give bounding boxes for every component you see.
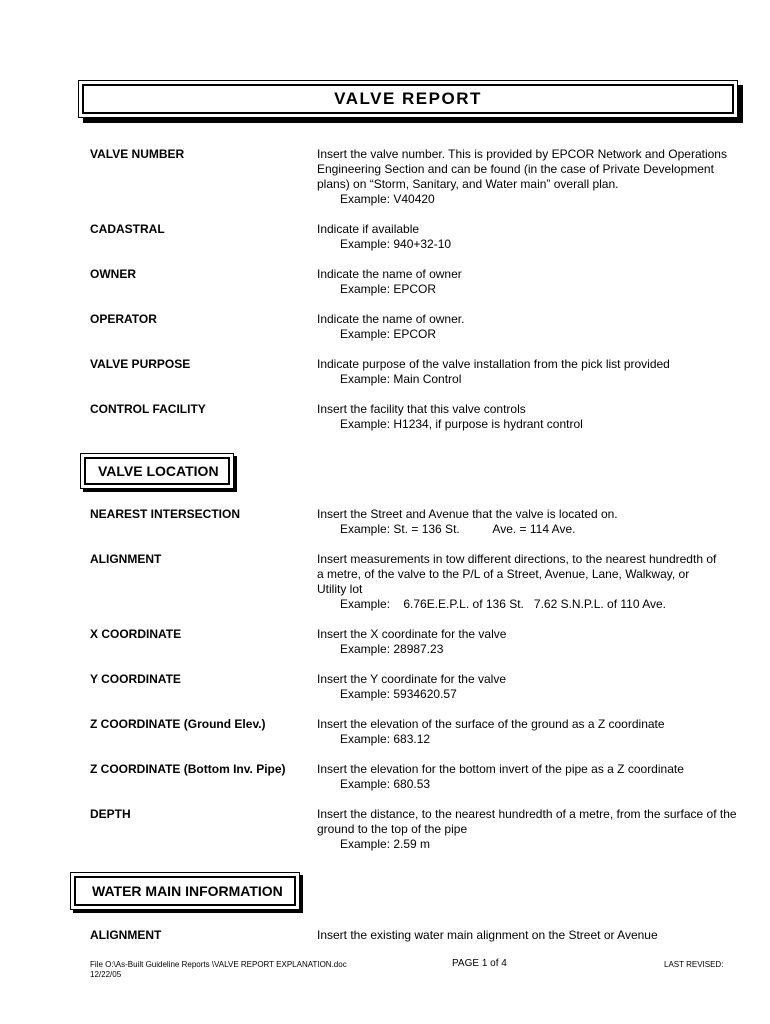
- footer-file-path: File O:\As-Built Guideline Reports \VALVE REPORT EXPLANATION.doc: [90, 960, 347, 969]
- field-example: Example: EPCOR: [340, 327, 437, 341]
- field-label: CADASTRAL: [90, 222, 165, 236]
- field-description: [317, 357, 737, 387]
- field-desc-text: Insert the valve number. This is provided by EPCOR Network and Operations Engineering Section and can be found (in the case of Private Development plans) on “Storm, Sanitary, and Water main” overall plan.: [317, 147, 727, 191]
- footer-file-info: [90, 960, 347, 980]
- field-label: X COORDINATE: [90, 627, 182, 641]
- field-label: Z COORDINATE (Ground Elev.): [90, 717, 266, 731]
- field-desc-text: Insert the elevation for the bottom invert of the pipe as a Z coordinate: [317, 762, 684, 776]
- field-desc-text: Insert the Y coordinate for the valve: [317, 672, 507, 686]
- field-description: [317, 222, 737, 252]
- field-example: Example: Main Control: [340, 372, 462, 386]
- field-desc-text: Insert the X coordinate for the valve: [317, 627, 507, 641]
- field-label: DEPTH: [90, 807, 131, 821]
- field-desc-text: Indicate the name of owner.: [317, 312, 465, 326]
- field-label: ALIGNMENT: [90, 552, 162, 566]
- field-label: OPERATOR: [90, 312, 157, 326]
- field-desc-text: Indicate if available: [317, 222, 420, 236]
- page-title: VALVE REPORT: [334, 89, 482, 108]
- field-example: Example: St. = 136 St. Ave. = 114 Ave.: [340, 522, 576, 536]
- field-description: [317, 147, 737, 207]
- field-description: [317, 807, 737, 852]
- field-example: Example: EPCOR: [340, 282, 437, 296]
- field-example: Example: 6.76E.E.P.L. of 136 St. 7.62 S.N.P.L. of 110 Ave.: [340, 597, 666, 611]
- field-example: Example: 2.59 m: [340, 837, 431, 851]
- field-description: [317, 552, 717, 612]
- field-desc-text: Insert the elevation of the surface of the ground as a Z coordinate: [317, 717, 665, 731]
- section-header-valve-location: [80, 453, 234, 489]
- field-label: CONTROL FACILITY: [90, 402, 206, 416]
- field-desc-text: Indicate purpose of the valve installation from the pick list provided: [317, 357, 670, 371]
- field-description: [317, 267, 737, 297]
- field-example: Example: 5934620.57: [340, 687, 457, 701]
- field-example: Example: 680.53: [340, 777, 431, 791]
- field-example: Example: 683.12: [340, 732, 431, 746]
- field-label: NEAREST INTERSECTION: [90, 507, 241, 521]
- field-description: [317, 928, 737, 943]
- field-label: OWNER: [90, 267, 136, 281]
- field-example: Example: 28987.23: [340, 642, 444, 656]
- field-label: ALIGNMENT: [90, 928, 162, 942]
- field-example: Example: V40420: [340, 192, 435, 206]
- footer-page-number: PAGE 1 of 4: [452, 958, 507, 969]
- field-desc-text: Insert measurements in tow different directions, to the nearest hundredth of a metre, of the valve to the P/L of a Street, Avenue, Lane, Walkway, or Utility lot: [317, 552, 717, 596]
- field-example: Example: 940+32-10: [340, 237, 452, 251]
- field-description: [317, 672, 737, 702]
- field-label: VALVE PURPOSE: [90, 357, 191, 371]
- field-description: [317, 717, 737, 747]
- field-label: VALVE NUMBER: [90, 147, 185, 161]
- field-description: [317, 762, 737, 792]
- field-description: [317, 312, 737, 342]
- section-header-water-main: [70, 872, 300, 910]
- field-example: Example: H1234, if purpose is hydrant control: [340, 417, 583, 431]
- field-description: [317, 507, 737, 537]
- title-box: [78, 80, 738, 118]
- footer-date: 12/22/05: [90, 970, 122, 979]
- field-desc-text: Indicate the name of owner: [317, 267, 462, 281]
- title-frame: [82, 84, 734, 114]
- field-description: [317, 402, 737, 432]
- field-desc-text: Insert the Street and Avenue that the valve is located on.: [317, 507, 618, 521]
- field-label: Z COORDINATE (Bottom Inv. Pipe): [90, 762, 286, 776]
- field-description: [317, 627, 737, 657]
- field-desc-text: Insert the facility that this valve controls: [317, 402, 526, 416]
- field-label: Y COORDINATE: [90, 672, 181, 686]
- field-desc-text: Insert the distance, to the nearest hundredth of a metre, from the surface of the ground to the top of the pipe: [317, 807, 737, 836]
- section-title: VALVE LOCATION: [84, 457, 230, 485]
- section-title: WATER MAIN INFORMATION: [74, 876, 296, 906]
- footer-last-revised: LAST REVISED:: [664, 960, 724, 969]
- field-desc-text: Insert the existing water main alignment on the Street or Avenue: [317, 928, 658, 942]
